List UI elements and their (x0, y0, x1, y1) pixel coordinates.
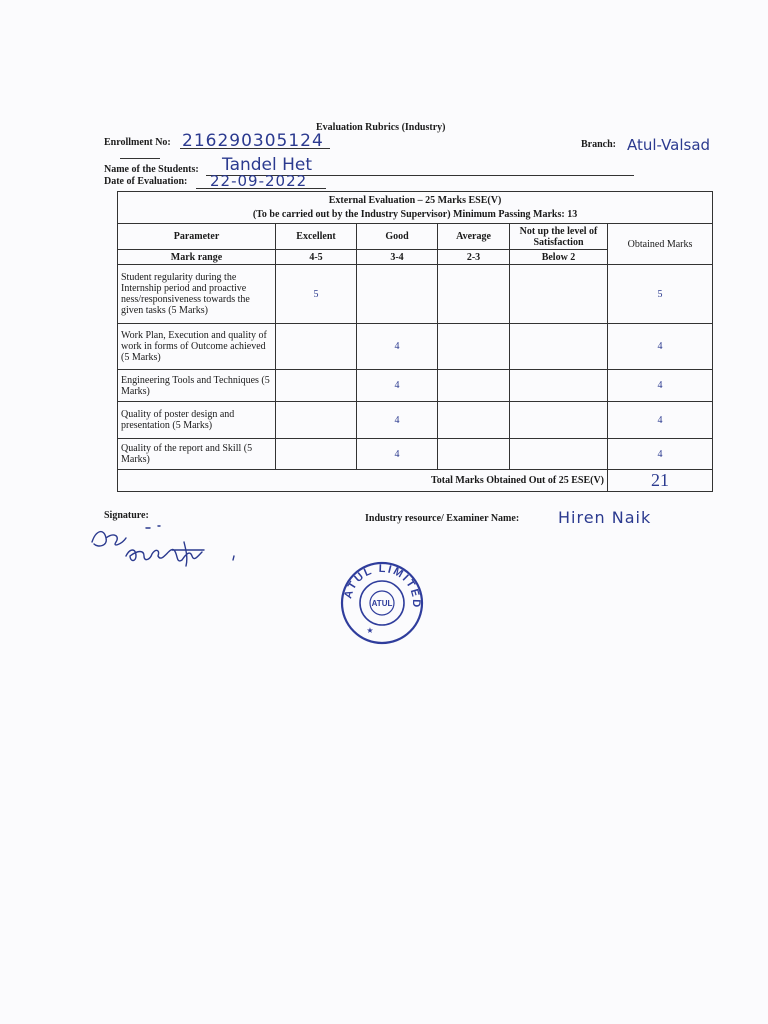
table-title-line1: External Evaluation – 25 Marks ESE(V) (328, 194, 502, 206)
students-top-rule (120, 158, 160, 159)
header-parameter: Parameter (118, 224, 276, 250)
table-row (118, 370, 713, 402)
row-parameter: Quality of the report and Skill (5 Marks) (118, 439, 276, 470)
row-average (438, 324, 510, 370)
row-obtained: 4 (608, 324, 713, 370)
row-obtained: 4 (608, 402, 713, 439)
row-parameter: Quality of poster design and presentation (5 Marks) (118, 402, 276, 439)
header-not-satisfactory: Not up the level of Satisfaction (510, 224, 608, 250)
table-row (118, 265, 713, 324)
row-excellent (276, 324, 357, 370)
date-underline (196, 188, 326, 189)
row-parameter: Student regularity during the Internship period and proactive ness/responsiveness towards the given tasks (5 Marks) (118, 265, 276, 324)
row-excellent (276, 370, 357, 402)
row-below (510, 370, 608, 402)
row-below (510, 265, 608, 324)
enrollment-underline (180, 148, 330, 149)
signature-label: Signature: (104, 510, 149, 521)
stamp-star-icon: ★ (366, 626, 374, 635)
row-obtained: 4 (608, 439, 713, 470)
row-good: 4 (357, 402, 438, 439)
branch-value: Atul-Valsad (627, 136, 711, 154)
handwritten-signature (86, 520, 246, 570)
header-average: Average (438, 224, 510, 250)
row-good: 4 (357, 324, 438, 370)
student-name-label: Name of the Students: (104, 164, 199, 175)
table-row (118, 439, 713, 470)
enrollment-value: 216290305124 (182, 131, 324, 151)
total-label: Total Marks Obtained Out of 25 ESE(V) (118, 470, 608, 492)
row-below (510, 402, 608, 439)
table-title-line2: (To be carried out by the Industry Supervisor) Minimum Passing Marks: 13 (252, 208, 578, 220)
row-excellent (276, 439, 357, 470)
mark-range-average: 2-3 (438, 250, 510, 265)
mark-range-label: Mark range (118, 250, 276, 265)
enrollment-label: Enrollment No: (104, 137, 171, 148)
table-title (118, 192, 713, 224)
row-obtained: 4 (608, 370, 713, 402)
stamp-inner-text: ATUL (371, 599, 393, 608)
atul-limited-stamp (340, 561, 424, 645)
evaluation-table (117, 191, 713, 492)
row-average (438, 402, 510, 439)
student-name-value: Tandel Het (222, 155, 313, 175)
header-good: Good (357, 224, 438, 250)
total-value: 21 (608, 470, 713, 492)
row-average (438, 265, 510, 324)
branch-label: Branch: (581, 139, 616, 150)
table-row (118, 324, 713, 370)
row-good: 4 (357, 370, 438, 402)
row-obtained: 5 (608, 265, 713, 324)
row-below (510, 324, 608, 370)
row-good: 4 (357, 439, 438, 470)
row-parameter: Work Plan, Execution and quality of work in forms of Outcome achieved (5 Marks) (118, 324, 276, 370)
date-label: Date of Evaluation: (104, 176, 188, 187)
header-excellent: Excellent (276, 224, 357, 250)
row-good (357, 265, 438, 324)
row-average (438, 370, 510, 402)
examiner-label: Industry resource/ Examiner Name: (365, 513, 520, 524)
table-row (118, 402, 713, 439)
examiner-value: Hiren Naik (558, 508, 652, 527)
stamp-outer-text: ATUL LIMITED (342, 562, 423, 610)
mark-range-excellent: 4-5 (276, 250, 357, 265)
row-parameter: Engineering Tools and Techniques (5 Marks) (118, 370, 276, 402)
row-excellent: 5 (276, 265, 357, 324)
mark-range-good: 3-4 (357, 250, 438, 265)
document-title: Evaluation Rubrics (Industry) (316, 122, 446, 133)
mark-range-below: Below 2 (510, 250, 608, 265)
row-excellent (276, 402, 357, 439)
date-value: 22-09-2022 (210, 172, 308, 190)
header-obtained-marks: Obtained Marks (608, 224, 713, 265)
row-below (510, 439, 608, 470)
row-average (438, 439, 510, 470)
